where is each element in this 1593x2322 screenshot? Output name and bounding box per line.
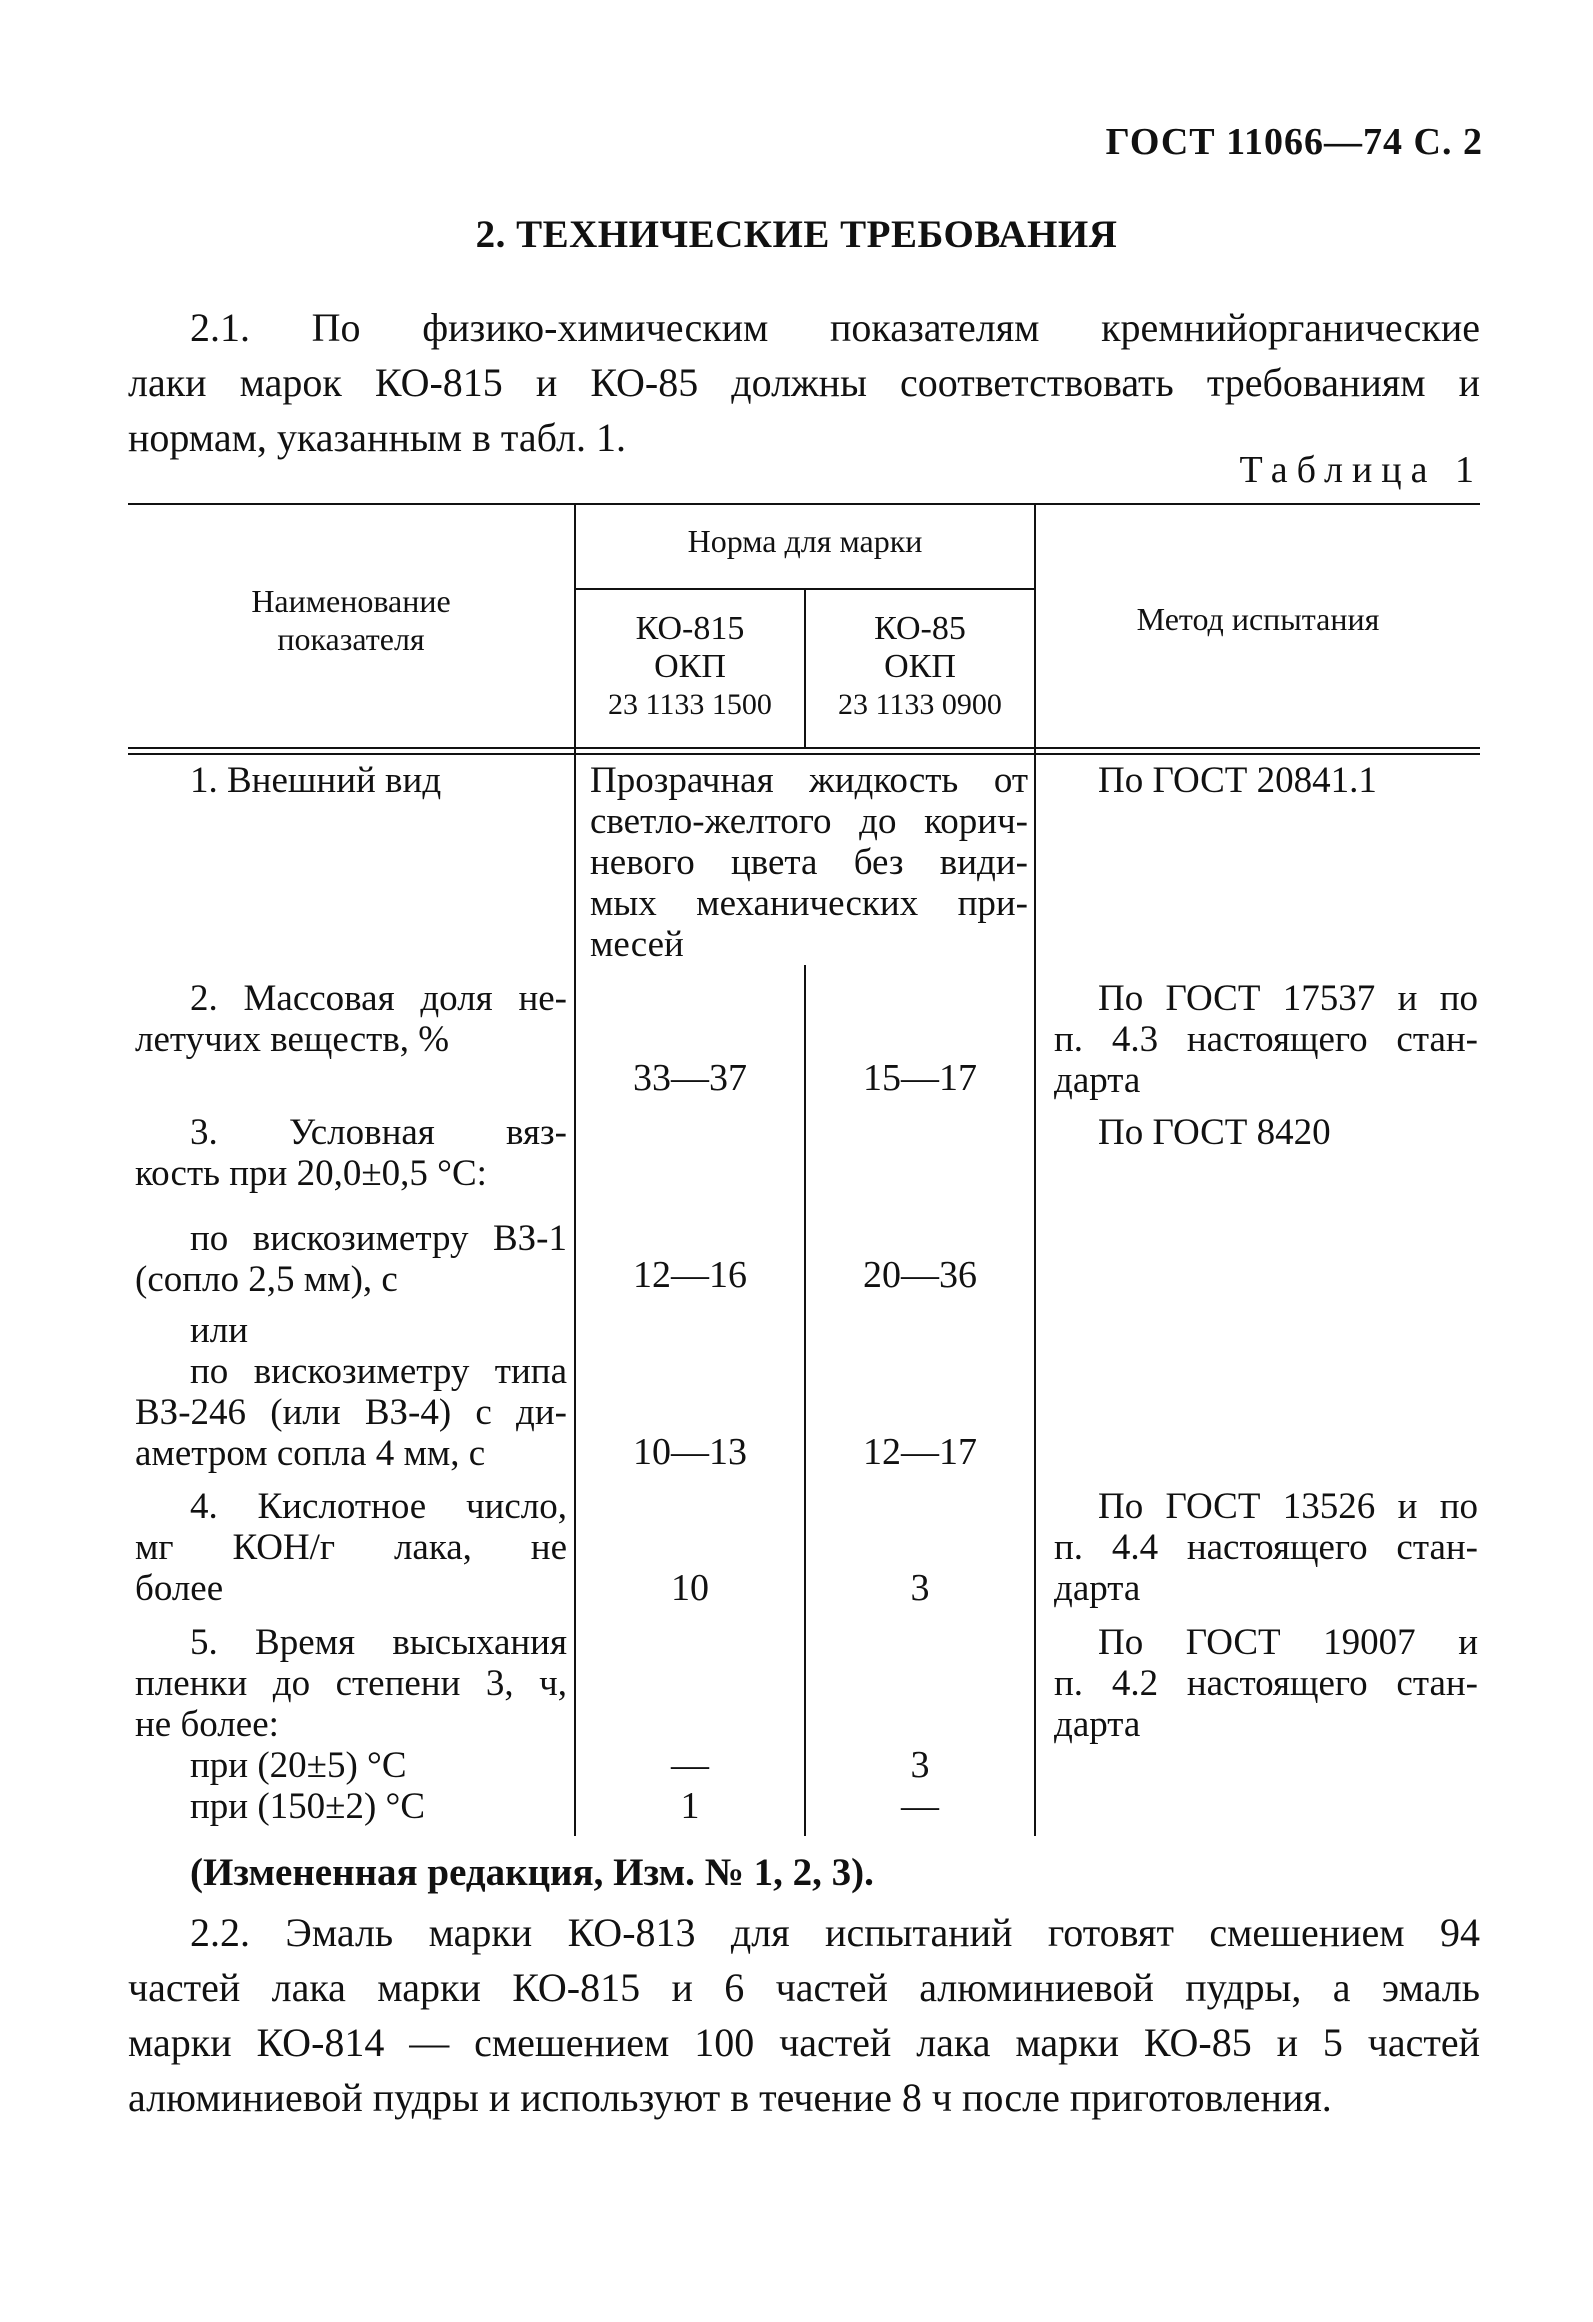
paragraph-line: алюминиевой пудры и используют в течение 8 ч после приготовления. [128,2075,1332,2120]
row5-method: По ГОСТ 19007 и п. 4.2 настоящего стан- дарта [1054,1622,1478,1745]
row5-ko815-b: 1 [680,1785,700,1827]
row3-name: 3. Условная вяз- кость при 20,0±0,5 °С: [135,1112,567,1194]
row3-method: По ГОСТ 8420 [1098,1112,1331,1153]
col-rule-method [1034,503,1036,1836]
row5-ko815-a: — [671,1744,709,1786]
row1-method: По ГОСТ 20841.1 [1098,760,1377,801]
row2-method: По ГОСТ 17537 и по п. 4.3 настоящего стан- дарта [1054,978,1478,1101]
paragraph-2-1 [128,300,1480,465]
row5-name: 5. Время высыхания пленки до степени 3, ч, не более: при (20±5) °С при (150±2) °С [135,1622,567,1827]
section-title: 2. ТЕХНИЧЕСКИЕ ТРЕБОВАНИЯ [475,213,1118,256]
row3b-ko815: 10—13 [633,1431,747,1473]
table-label: Таблица 1 [1239,449,1483,491]
paragraph-line: лаки марок КО-815 и КО-85 должны соответствовать требованиям и [128,360,1480,405]
page-header: ГОСТ 11066—74 С. 2 [1105,121,1483,163]
row3a-ko815: 12—16 [633,1254,747,1296]
row1-norm: Прозрачная жидкость от светло-желтого до корич- невого цвета без види- мых механических при- месей [590,760,1028,965]
amendment-note: (Измененная редакция, Изм. № 1, 2, 3). [190,1851,874,1894]
row4-ko815: 10 [671,1567,709,1609]
header-ko85: КО-85 ОКП 23 1133 0900 [838,610,1002,721]
row3a-name: по вискозиметру ВЗ-1 (сопло 2,5 мм), с [135,1218,567,1300]
row4-ko85: 3 [910,1567,930,1609]
paragraph-line: 2.2. Эмаль марки КО-813 для испытаний готовят смешением 94 [190,1910,1480,1955]
paragraph-2-2 [128,1905,1480,2125]
header-norm-group: Норма для марки [687,523,923,559]
paragraph-line: частей лака марки КО-815 и 6 частей алюминиевой пудры, а эмаль [128,1965,1480,2010]
row2-name: 2. Массовая доля не- летучих веществ, % [135,978,567,1060]
row5-ko85-b: — [901,1785,939,1827]
row1-name: 1. Внешний вид [190,760,442,801]
row4-name: 4. Кислотное число, мг КОН/г лака, не более [135,1486,567,1609]
row2-ko815: 33—37 [633,1057,747,1099]
row3a-ko85: 20—36 [863,1254,977,1296]
header-method-col: Метод испытания [1136,601,1380,637]
header-bottom-rule-2 [128,753,1480,755]
row2-ko85: 15—17 [863,1057,977,1099]
row4-method: По ГОСТ 13526 и по п. 4.4 настоящего стан- дарта [1054,1486,1478,1609]
header-ko815: КО-815 ОКП 23 1133 1500 [608,610,772,721]
row3b-ko85: 12—17 [863,1431,977,1473]
row3b-name: или по вискозиметру типа ВЗ-246 (или ВЗ-4) с ди- аметром сопла 4 мм, с [135,1310,567,1474]
row5-ko85-a: 3 [910,1744,930,1786]
paragraph-line: марки КО-814 — смешением 100 частей лака марки КО-85 и 5 частей [128,2020,1480,2065]
paragraph-line: нормам, указанным в табл. 1. [128,415,626,460]
table-top-rule [128,503,1480,505]
paragraph-line: 2.1. По физико-химическим показателям кремнийорганические [190,305,1480,350]
header-name-col: Наименование показателя [251,583,451,657]
